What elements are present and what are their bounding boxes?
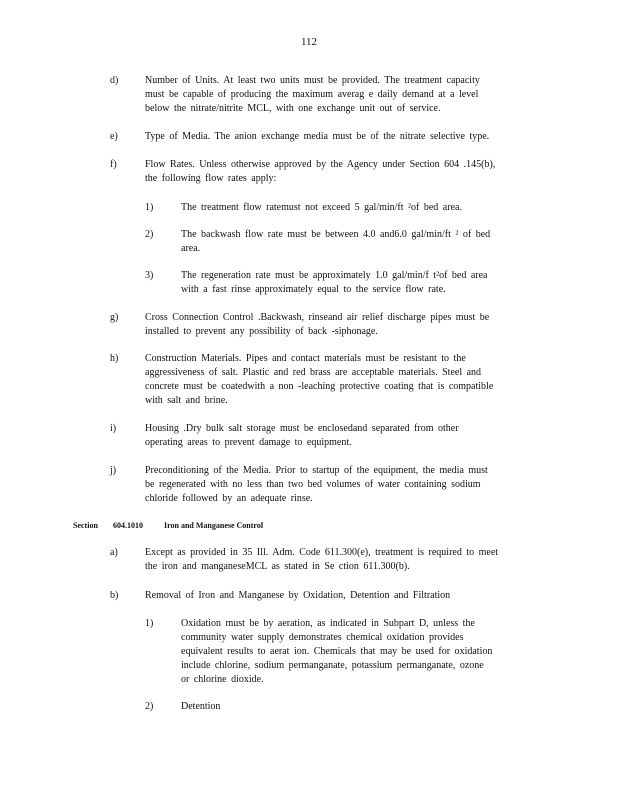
removal-1-line-1: Oxidation must be by aeration, as indicated in Subpart D, unless the	[181, 618, 475, 629]
flow-rate-2-line-2: area.	[181, 243, 201, 254]
item-i-line-2: operating areas to prevent damage to equipment.	[145, 437, 352, 448]
section-title: Iron and Manganese Control	[164, 521, 264, 530]
flow-rate-3-line-1: The regeneration rate must be approximately 1.0 gal/min/f t²of bed area	[181, 270, 488, 281]
item-h-line-3: concrete must be coatedwith a non -leaching protective coating that is compatible	[145, 381, 494, 392]
flow-rate-label-3: 3)	[145, 270, 154, 281]
removal-label-1: 1)	[145, 618, 154, 629]
item-i-line-1: Housing .Dry bulk salt storage must be enclosedand separated from other	[145, 423, 459, 434]
item-label-f: f)	[110, 159, 117, 170]
section-item-label-a: a)	[110, 547, 118, 558]
removal-1-line-3: equivalent results to aerat ion. Chemicals that may be used for oxidation	[181, 646, 493, 657]
item-j-line-1: Preconditioning of the Media. Prior to startup of the equipment, the media must	[145, 465, 488, 476]
section-item-a-line-2: the iron and manganeseMCL as stated in Se ction 611.300(b).	[145, 561, 410, 572]
removal-1-line-5: or chlorine dioxide.	[181, 674, 264, 685]
item-d-line-3: below the nitrate/nitrite MCL, with one exchange unit out of service.	[145, 103, 441, 114]
section-item-b-line-1: Removal of Iron and Manganese by Oxidation, Detention and Filtration	[145, 590, 451, 601]
item-label-g: g)	[110, 312, 119, 323]
item-j-line-3: chloride followed by an adequate rinse.	[145, 493, 313, 504]
flow-rate-3-line-2: with a fast rinse approximately equal to the service flow rate.	[181, 284, 446, 295]
flow-rate-1-line-1: The treatment flow ratemust not exceed 5 gal/min/ft ²of bed area.	[181, 202, 462, 213]
item-j-line-2: be regenerated with no less than two bed volumes of water containing sodium	[145, 479, 481, 490]
item-d-line-2: must be capable of producing the maximum averag e daily demand at a level	[145, 89, 479, 100]
page-number: 112	[300, 36, 318, 48]
item-h-line-1: Construction Materials. Pipes and contact materials must be resistant to the	[145, 353, 466, 364]
item-d-line-1: Number of Units. At least two units must be provided. The treatment capacity	[145, 75, 480, 86]
section-item-label-b: b)	[110, 590, 119, 601]
item-label-d: d)	[110, 75, 119, 86]
item-label-e: e)	[110, 131, 118, 142]
removal-label-2: 2)	[145, 701, 154, 712]
item-label-i: i)	[110, 423, 117, 434]
item-h-line-2: aggressiveness of salt. Plastic and red brass are acceptable materials. Steel and	[145, 367, 482, 378]
item-label-j: j)	[110, 465, 117, 476]
flow-rate-label-2: 2)	[145, 229, 154, 240]
section-item-a-line-1: Except as provided in 35 Ill. Adm. Code 611.300(e), treatment is required to meet	[145, 547, 499, 558]
removal-1-line-2: community water supply demonstrates chemical oxidation provides	[181, 632, 464, 643]
section-number: 604.1010	[113, 521, 143, 530]
item-g-line-1: Cross Connection Control .Backwash, rinseand air relief discharge pipes must be	[145, 312, 490, 323]
removal-2-line-1: Detention	[181, 701, 221, 712]
item-label-h: h)	[110, 353, 119, 364]
flow-rate-2-line-1: The backwash flow rate must be between 4.0 and6.0 gal/min/ft ² of bed	[181, 229, 491, 240]
item-f-line-1: Flow Rates. Unless otherwise approved by the Agency under Section 604 .145(b),	[145, 159, 496, 170]
flow-rate-label-1: 1)	[145, 202, 154, 213]
item-g-line-2: installed to prevent any possibility of back -siphonage.	[145, 326, 378, 337]
removal-1-line-4: include chlorine, sodium permanganate, potassium permanganate, ozone	[181, 660, 484, 671]
item-h-line-4: with salt and brine.	[145, 395, 228, 406]
section-label: Section	[73, 521, 98, 530]
item-e-line-1: Type of Media. The anion exchange media must be of the nitrate selective type.	[145, 131, 490, 142]
item-f-line-2: the following flow rates apply:	[145, 173, 277, 184]
